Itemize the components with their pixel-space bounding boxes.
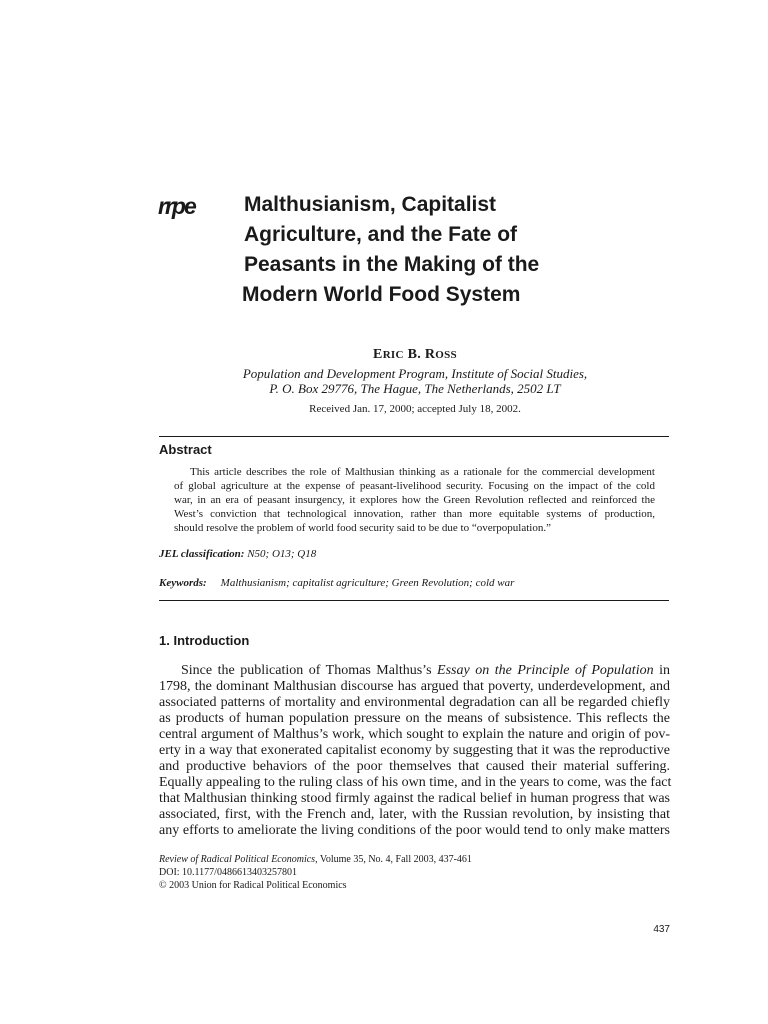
abstract-bottom-rule <box>159 600 669 601</box>
abstract-line: West’s conviction that technological innovation, rather than more equitable systems of production, <box>174 508 655 520</box>
section-heading-introduction: 1. Introduction <box>159 633 250 648</box>
body-line: erty in a way that exonerated capitalist economy by suggesting that it was the reproductive <box>159 743 670 758</box>
body-line: Equally appealing to the ruling class of his own time, and in the years to come, was the fact <box>159 775 672 790</box>
author-first-rest: RIC <box>382 349 404 361</box>
keywords-label: Keywords: <box>159 577 207 589</box>
author-name <box>160 347 670 363</box>
author-first-initial: E <box>373 347 383 362</box>
affiliation-line: Population and Development Program, Institute of Social Studies, <box>242 366 588 381</box>
keywords <box>159 577 514 589</box>
affiliation-line: P. O. Box 29776, The Hague, The Netherlands, 2502 LT <box>269 381 561 396</box>
title-line: Malthusianism, Capitalist <box>244 193 497 216</box>
book-title: Essay on the Principle of Population <box>437 663 654 678</box>
title-line: Agriculture, and the Fate of <box>244 223 518 246</box>
journal-issue: , Volume 35, No. 4, Fall 2003, 437-461 <box>315 854 472 865</box>
copyright: © 2003 Union for Radical Political Economics <box>159 880 347 891</box>
body-line: that Malthusian thinking stood firmly against the radical belief in human progress that was <box>159 791 670 806</box>
body-line: associated patterns of mortality and environmental degradation can all be regarded chiefly <box>159 695 670 710</box>
body-line: and productive behaviors of the poor themselves that caused their material suffering. <box>159 759 670 774</box>
journal-citation <box>159 853 472 866</box>
author-affiliation <box>160 366 670 396</box>
journal-name: Review of Radical Political Economics <box>159 854 316 865</box>
article-title <box>244 190 664 310</box>
abstract-text <box>174 465 655 535</box>
introduction-text <box>159 663 670 839</box>
title-line: Peasants in the Making of the <box>244 253 540 276</box>
abstract-line: should resolve the problem of world food security said to be due to “overpopulation.” <box>174 522 551 534</box>
abstract-line: of global agriculture at the expense of peasant-livelihood security. Focusing on the impact of the cold <box>174 480 655 492</box>
publication-footer <box>159 853 472 892</box>
keywords-list: Malthusianism; capitalist agriculture; Green Revolution; cold war <box>220 577 515 589</box>
doi: DOI: 10.1177/0486613403257801 <box>159 867 297 878</box>
body-text: Since the publication of Thomas Malthus’s <box>181 663 438 678</box>
abstract-line: This article describes the role of Malthusian thinking as a rationale for the commercial development <box>190 466 655 478</box>
body-line: any efforts to ameliorate the living conditions of the poor would tend to only make matters <box>159 823 670 838</box>
author-last-rest: OSS <box>435 349 457 361</box>
author-middle: B. <box>403 347 425 362</box>
title-line: Modern World Food System <box>242 283 521 306</box>
body-line <box>159 663 670 679</box>
body-text: in <box>653 663 670 678</box>
jel-classification <box>159 548 316 560</box>
journal-logo: rrpe <box>158 193 195 219</box>
body-line: 1798, the dominant Malthusian discourse has argued that poverty, underdevelopment, and <box>159 679 670 694</box>
jel-codes: N50; O13; Q18 <box>244 548 317 560</box>
body-line: associated, first, with the French and, later, with the Russian revolution, by insisting that <box>159 807 670 822</box>
page-number: 437 <box>653 924 670 935</box>
abstract-line: war, in an era of peasant insurgency, it explores how the Green Revolution reflected and reinforced the <box>174 494 655 506</box>
body-line: central argument of Malthus’s work, which sought to explain the nature and origin of pov- <box>159 727 670 742</box>
received-dates: Received Jan. 17, 2000; accepted July 18, 2002. <box>309 403 521 415</box>
body-line: as products of human population pressure on the means of subsistence. This reflects the <box>159 711 670 726</box>
abstract-heading: Abstract <box>159 442 212 457</box>
jel-label: JEL classification: <box>159 548 245 560</box>
abstract-top-rule <box>159 436 669 437</box>
author-last-initial: R <box>424 347 436 362</box>
